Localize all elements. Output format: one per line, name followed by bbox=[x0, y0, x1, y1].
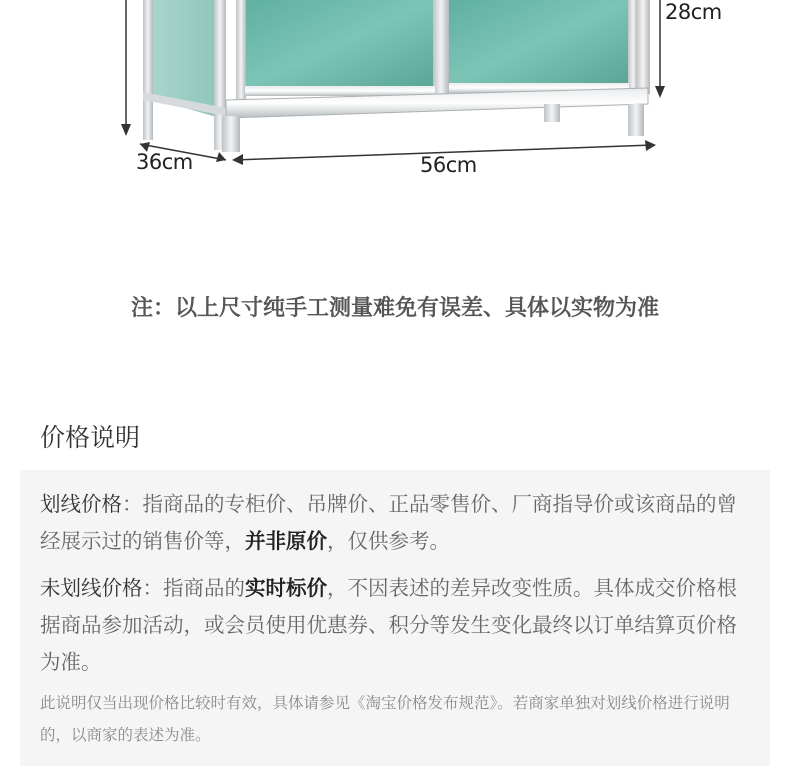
non-strikethrough-price-text: ：指商品的 bbox=[142, 576, 245, 600]
strikethrough-price-emphasis: 并非原价 bbox=[245, 529, 327, 553]
non-strikethrough-price-paragraph bbox=[40, 570, 752, 681]
measurement-note: 注：以上尺寸纯手工测量难免有误差、具体以实物为准 bbox=[130, 296, 659, 321]
cabinet-product-image bbox=[0, 0, 790, 200]
depth-arrow-head-right bbox=[216, 152, 226, 162]
front-right-leg bbox=[628, 104, 644, 136]
width-arrow-head-right bbox=[645, 140, 656, 151]
rear-right-leg bbox=[544, 104, 560, 122]
non-strikethrough-price-text-end: ，不因表述的差异改变性质。具体成交价格根据商品参加活动，或会员使用优惠券、积分等发生变化最终以订单结算页价格为准。 bbox=[40, 576, 737, 674]
strikethrough-price-paragraph bbox=[40, 486, 752, 560]
right-door bbox=[449, 0, 629, 84]
height-arrow-head bbox=[121, 124, 131, 136]
non-strikethrough-price-label: 未划线价格 bbox=[40, 576, 143, 600]
width-dimension-label: 56cm bbox=[420, 153, 477, 177]
left-door bbox=[245, 0, 435, 88]
door-frame-center bbox=[433, 0, 449, 98]
height-arrow-head-right bbox=[655, 86, 665, 98]
front-left-leg bbox=[222, 116, 240, 152]
door-frame-left bbox=[236, 0, 246, 100]
strikethrough-price-label: 划线价格 bbox=[40, 492, 122, 516]
back-leg bbox=[143, 0, 153, 140]
price-explanation-panel bbox=[20, 470, 770, 766]
width-arrow-head-left bbox=[232, 154, 243, 165]
non-strikethrough-price-emphasis: 实时标价 bbox=[245, 576, 327, 600]
strikethrough-price-text: ：指商品的专柜价、吊牌价、正品零售价、厂商指导价或该商品的曾经展示过的销售价等， bbox=[40, 492, 737, 553]
price-fine-print: 此说明仅当出现价格比较时有效，具体请参见《淘宝价格发布规范》。若商家单独对划线价格进行说明的，以商家的表述为准。 bbox=[40, 694, 730, 744]
strikethrough-price-text-end: ，仅供参考。 bbox=[327, 529, 450, 553]
height-dimension-label: 28cm bbox=[665, 0, 722, 24]
price-section-title: 价格说明 bbox=[40, 423, 141, 452]
front-right-post bbox=[636, 0, 650, 94]
depth-dimension-label: 36cm bbox=[136, 150, 193, 174]
